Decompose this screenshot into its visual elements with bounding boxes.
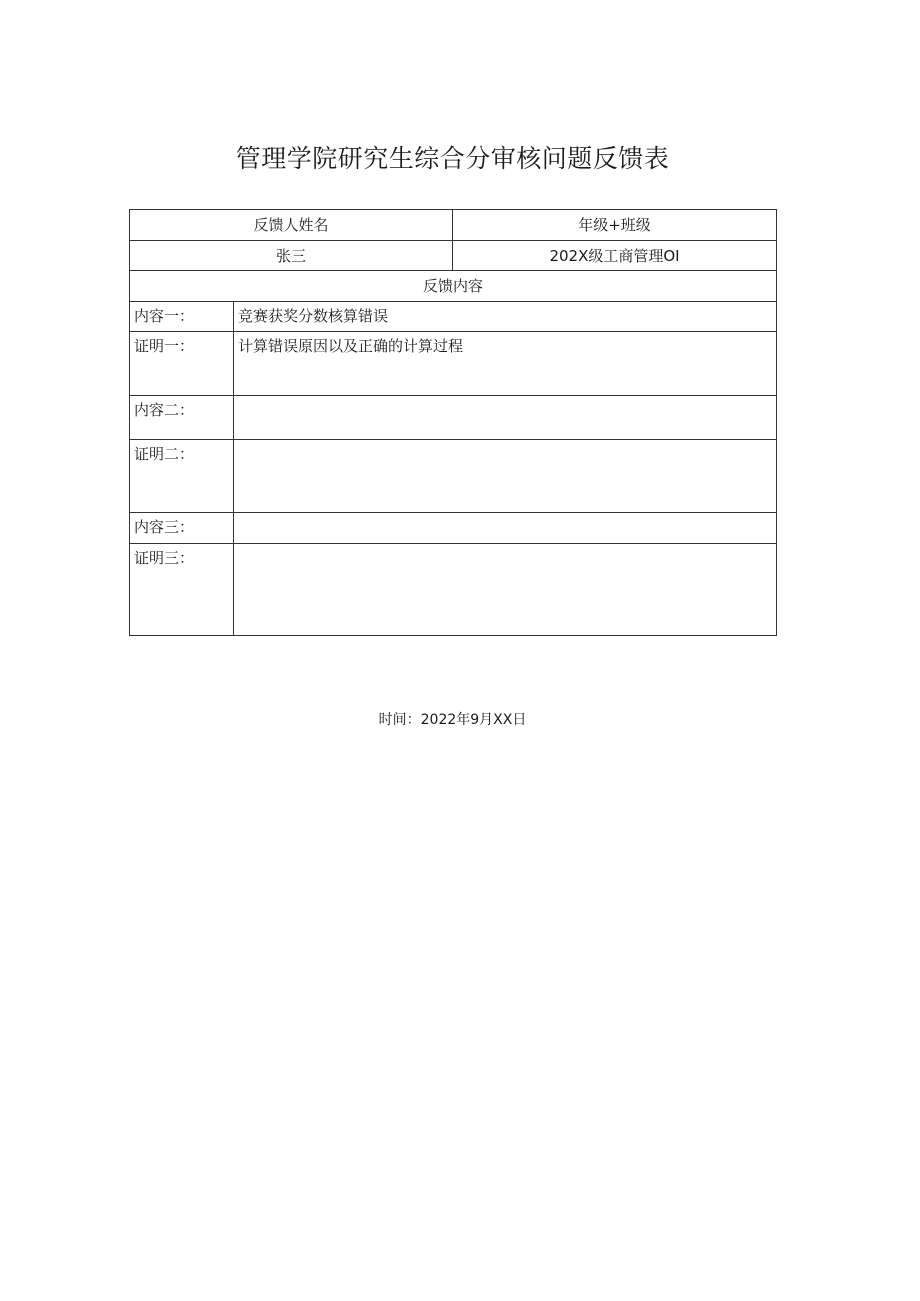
table-row — [130, 440, 777, 513]
proof-one-label: 证明一： — [130, 332, 234, 396]
header-name-cell: 反馈人姓名 — [130, 210, 453, 241]
table-row — [130, 513, 777, 544]
content-three-value[interactable] — [234, 513, 777, 544]
header-row — [130, 210, 777, 241]
table-row — [130, 302, 777, 332]
table-row — [130, 396, 777, 440]
content-two-label: 内容二： — [130, 396, 234, 440]
feedback-form-table — [129, 209, 777, 636]
header-class-cell: 年级+班级 — [453, 210, 777, 241]
footer-date: 时间：2022年9月XX日 — [378, 712, 527, 728]
content-one-value[interactable]: 竞赛获奖分数核算错误 — [234, 302, 777, 332]
class-value-cell[interactable]: 202X级工商管理OI — [453, 241, 777, 271]
proof-two-label: 证明二： — [130, 440, 234, 513]
proof-three-value[interactable] — [234, 544, 777, 636]
content-one-label: 内容一： — [130, 302, 234, 332]
section-label-cell: 反馈内容 — [130, 271, 777, 302]
name-value-cell[interactable]: 张三 — [130, 241, 453, 271]
proof-one-value[interactable]: 计算错误原因以及正确的计算过程 — [234, 332, 777, 396]
table-row — [130, 332, 777, 396]
info-row — [130, 241, 777, 271]
content-three-label: 内容三： — [130, 513, 234, 544]
section-row — [130, 271, 777, 302]
table-row — [130, 544, 777, 636]
page-title: 管理学院研究生综合分审核问题反馈表 — [235, 144, 670, 173]
content-two-value[interactable] — [234, 396, 777, 440]
proof-three-label: 证明三： — [130, 544, 234, 636]
proof-two-value[interactable] — [234, 440, 777, 513]
